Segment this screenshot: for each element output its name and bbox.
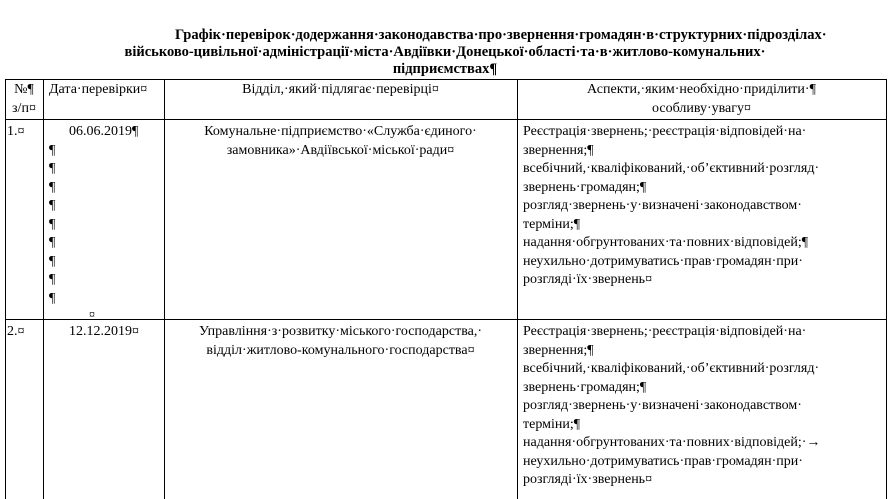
header-date: Дата·перевірки¤: [49, 82, 148, 97]
empty-paragraph: ¶: [49, 216, 56, 232]
empty-paragraph: ¶: [49, 272, 56, 287]
header-number-line: №¶: [14, 82, 34, 97]
cell-end-mark: ¤: [89, 307, 95, 321]
aspect-line: неухильно·дотримуватись·прав·громадян·при·: [523, 453, 803, 469]
row-date: [49, 123, 161, 308]
empty-paragraph: ¶: [49, 161, 56, 176]
row-aspects: [523, 123, 881, 290]
row-date: 12.12.2019¤: [69, 324, 139, 339]
table-border: [5, 119, 887, 120]
header-department: Відділ,·який·підлягає·перевірці¤: [242, 82, 439, 97]
empty-paragraph: ¶: [49, 142, 56, 158]
department-line: Комунальне·підприємство·«Служба·єдиного·: [204, 124, 477, 139]
header-aspects-line: особливу·увагу¤: [652, 100, 751, 116]
aspect-line: всебічний,·кваліфікований,·об’єктивний·розгляд·: [523, 161, 820, 176]
aspect-line: надання·обгрунтованих·та·повних·відповідей;¶: [523, 235, 809, 250]
inspection-schedule-table: [5, 79, 887, 499]
header-number-line: з/п¤: [12, 100, 36, 116]
row-aspects: [523, 323, 881, 490]
header-aspects-line: Аспекти,·яким·необхідно·приділити·¶: [587, 82, 816, 97]
aspect-line: розгляд·звернень·у·визначені·законодавством·: [523, 398, 802, 413]
aspect-line: звернень·громадян;¶: [523, 379, 647, 395]
table-border: [517, 79, 518, 499]
row-department: [164, 123, 517, 160]
header-aspects: [517, 81, 886, 118]
table-border: [886, 79, 887, 499]
aspect-line: всебічний,·кваліфікований,·об’єктивний·розгляд·: [523, 361, 820, 376]
aspect-line: Реєстрація·звернень;·реєстрація·відповідей·на·: [523, 124, 807, 139]
empty-paragraph: ¶: [49, 235, 56, 250]
empty-paragraph: ¶: [49, 253, 56, 269]
aspect-line: розгляді·їх·звернень¤: [523, 472, 653, 487]
aspect-line: розгляд·звернень·у·визначені·законодавством·: [523, 198, 802, 213]
row-number: 2.¤: [7, 324, 25, 339]
department-line: замовника»·Авдіївської·міської·ради¤: [226, 142, 455, 158]
aspect-line: неухильно·дотримуватись·прав·громадян·при·: [523, 253, 803, 269]
empty-paragraph: ¶: [49, 198, 56, 213]
title-line: Графік·перевірок·додержання·законодавства·про·звернення·громадян·в·структурних·підрозділах·: [175, 27, 827, 43]
table-border: [43, 79, 44, 499]
table-border: [5, 79, 6, 499]
department-line: Управління·з·розвитку·міського·господарства,·: [199, 324, 482, 339]
title-line: підприємствах¶: [392, 61, 498, 77]
row-number: 1.¤: [7, 124, 25, 139]
date-value: 06.06.2019¶: [69, 124, 139, 139]
table-border: [5, 79, 887, 80]
aspect-line: терміни;¶: [523, 216, 581, 232]
department-line: відділ·житлово-комунального·господарства¤: [206, 342, 475, 358]
aspect-line: терміни;¶: [523, 416, 581, 432]
header-number: [5, 81, 43, 118]
row-department: [164, 323, 517, 360]
aspect-line: звернень·громадян;¶: [523, 179, 647, 195]
aspect-line: надання·обгрунтованих·та·повних·відповідей;·→: [523, 435, 821, 450]
empty-paragraph: ¶: [49, 179, 56, 195]
title-line: військово-цивільної·адміністрації·міста·Авдіївки·Донецької·області·та·в·житлово-комунальних·: [124, 44, 766, 60]
empty-paragraph: ¶: [49, 290, 56, 306]
aspect-line: Реєстрація·звернень;·реєстрація·відповідей·на·: [523, 324, 807, 339]
document-title: [0, 27, 890, 78]
aspect-line: звернення;¶: [523, 342, 594, 358]
table-border: [5, 319, 887, 320]
aspect-line: звернення;¶: [523, 142, 594, 158]
aspect-line: розгляді·їх·звернень¤: [523, 272, 653, 287]
